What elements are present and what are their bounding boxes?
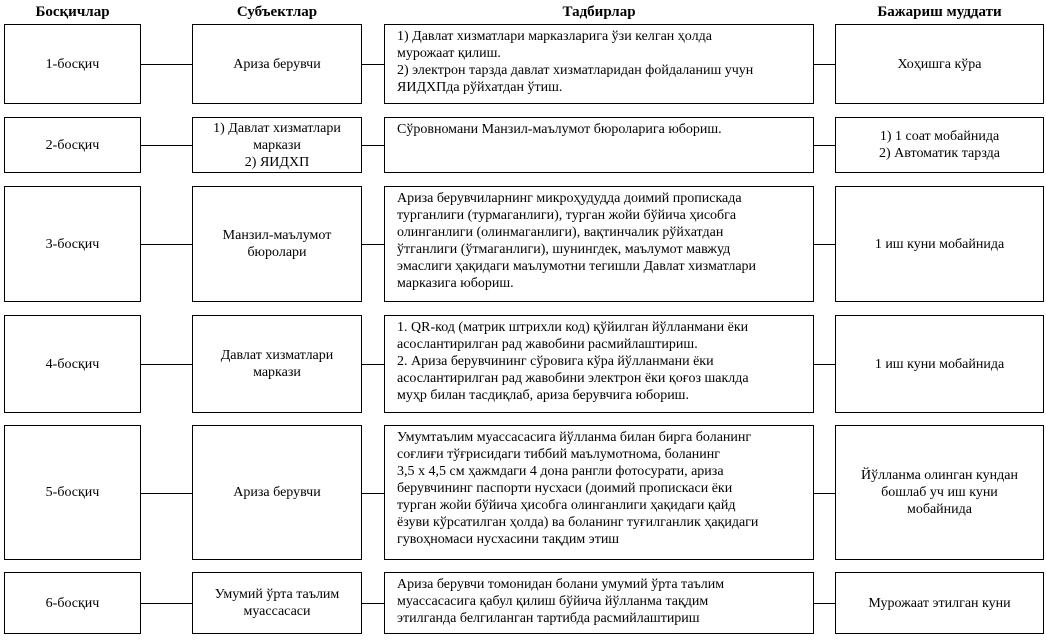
row-4-deadline-box <box>835 315 1044 413</box>
actions-text-line: соғлиғи тўғрисидаги тиббий маълумотнома, боланинг <box>397 447 721 462</box>
row-2-stage-box <box>4 117 141 173</box>
row-3-stage-box <box>4 186 141 302</box>
row-2-subject-box <box>192 117 362 173</box>
stage-text-line: 5-босқич <box>45 485 100 500</box>
row-4-actions-box <box>384 315 814 413</box>
deadline-text-line: Хоҳишга кўра <box>897 56 982 72</box>
actions-text-line: Сўровномани Манзил-маълумот бюроларига юбориш. <box>397 122 722 137</box>
row-1-connector-line <box>814 64 835 65</box>
row-4-stage-box <box>4 315 141 413</box>
row-6-connector-line <box>141 603 192 604</box>
actions-text-line: муҳр билан тасдиқлаб, ариза берувчига юбориш. <box>397 388 689 403</box>
row-6-deadline-box <box>835 572 1044 634</box>
header-actions: Тадбирлар <box>562 4 636 20</box>
subject-text-line: муассасаси <box>243 604 311 619</box>
stage-text-line: 4-босқич <box>45 356 100 372</box>
actions-text-line: турганлиги (турмаганлиги), турган жойи бўйича ҳисобга <box>397 208 737 223</box>
row-3-connector-line <box>362 244 384 245</box>
subject-text-line: маркази <box>253 365 301 380</box>
subject-text-line: Ариза берувчи <box>233 485 321 500</box>
actions-text-line: ўтганлиги (ўтмаганлиги), шунингдек, маълумот мавжуд <box>397 242 731 257</box>
subject-text-line: бюролари <box>247 245 307 260</box>
actions-text-line: этилганда белгиланган тартибда расмийлаштириш <box>397 611 700 626</box>
actions-text-line: эмаслиги ҳақидаги маълумотни тегишли Давлат хизматлари <box>397 259 757 274</box>
row-2-connector-line <box>141 145 192 146</box>
subject-text-line: Умумий ўрта таълим <box>214 587 340 602</box>
actions-text-line: ЯИДХПда рўйхатдан ўтиш. <box>397 80 563 95</box>
actions-text-line: берувчининг паспорти нусхаси (доимий пропискаси ёки <box>397 481 733 496</box>
row-1-deadline-box <box>835 24 1044 104</box>
row-2-connector-line <box>814 145 835 146</box>
row-4-subject-box <box>192 315 362 413</box>
row-1-stage-box <box>4 24 141 104</box>
row-2-actions-box <box>384 117 814 173</box>
row-6-connector-line <box>814 603 835 604</box>
row-1-connector-line <box>362 64 384 65</box>
row-3-actions-box <box>384 186 814 302</box>
row-2-connector-line <box>362 145 384 146</box>
row-5-actions-box <box>384 425 814 560</box>
row-6-subject-box <box>192 572 362 634</box>
row-1-connector-line <box>141 64 192 65</box>
subject-text-line: 2) ЯИДХП <box>244 154 310 170</box>
actions-text-line: турган жойи бўйича ҳисобга олинганлиги ҳақидаги қайд <box>397 498 736 513</box>
subject-text-line: маркази <box>253 137 301 153</box>
row-5-stage-box <box>4 425 141 560</box>
stage-text-line: 1-босқич <box>45 56 100 72</box>
actions-text-line: Ариза берувчи томонидан болани умумий ўрта таълим <box>397 577 725 592</box>
actions-text-line: 2) электрон тарзда давлат хизматларидан фойдаланиш учун <box>397 63 754 78</box>
row-5-deadline-box <box>835 425 1044 560</box>
actions-text-line: Умумтаълим муассасасига йўлланма билан бирга боланинг <box>397 430 752 445</box>
row-5-subject-box <box>192 425 362 560</box>
actions-text-line: Ариза берувчиларнинг микроҳудудда доимий пропискада <box>397 191 742 206</box>
actions-text-line: муассасасига қабул қилиш бўйича йўлланма тақдим <box>397 594 709 609</box>
header-subjects: Субъектлар <box>236 4 318 20</box>
actions-text-line: гувоҳномаси нусхасини тақдим этиш <box>397 532 620 547</box>
actions-text-line: 1) Давлат хизматлари марказларига ўзи келган ҳолда <box>397 29 712 44</box>
actions-text-line: асослантирилган рад жавобини электрон ёки қоғоз шаклда <box>397 371 749 386</box>
actions-text-line: 3,5 x 4,5 см ҳажмдаги 4 дона рангли фотосурати, ариза <box>397 464 724 479</box>
actions-text-line: марказига юбориш. <box>397 276 514 291</box>
header-deadline: Бажариш муддати <box>877 4 1002 20</box>
row-5-connector-line <box>814 493 835 494</box>
stage-text-line: 2-босқич <box>45 137 100 153</box>
deadline-text-line: 1 иш куни мобайнида <box>874 356 1005 372</box>
row-1-subject-box <box>192 24 362 104</box>
row-4-connector-line <box>141 364 192 365</box>
deadline-text-line: 1 иш куни мобайнида <box>874 236 1005 252</box>
row-1-actions-box <box>384 24 814 104</box>
header-stages: Босқичлар <box>35 4 110 20</box>
deadline-text-line: 1) 1 соат мобайнида <box>879 129 1000 144</box>
deadline-text-line: бошлаб уч иш куни <box>881 485 998 500</box>
deadline-text-line: мобайнида <box>906 502 972 517</box>
stage-text-line: 3-босқич <box>45 236 100 252</box>
row-3-subject-box <box>192 186 362 302</box>
row-6-connector-line <box>362 603 384 604</box>
row-2-deadline-box <box>835 117 1044 173</box>
deadline-text-line: 2) Автоматик тарзда <box>878 146 1001 161</box>
row-4-connector-line <box>814 364 835 365</box>
deadline-text-line: Мурожаат этилган куни <box>868 595 1011 611</box>
actions-text-line: 2. Ариза берувчининг сўровига кўра йўлланмани ёки <box>397 354 714 369</box>
subject-text-line: Манзил-маълумот <box>222 228 332 243</box>
subject-text-line: Давлат хизматлари <box>220 348 334 363</box>
row-6-stage-box <box>4 572 141 634</box>
actions-text-line: мурожаат қилиш. <box>397 46 501 61</box>
actions-text-line: 1. QR-код (матрик штрихли код) қўйилган йўлланмани ёки <box>397 320 749 335</box>
subject-text-line: 1) Давлат хизматлари <box>213 120 341 136</box>
actions-text-line: асослантирилган рад жавобини расмийлаштириш. <box>397 337 698 352</box>
row-4-connector-line <box>362 364 384 365</box>
stage-text-line: 6-босқич <box>45 595 100 611</box>
row-5-connector-line <box>362 493 384 494</box>
actions-text-line: ёзуви кўрсатилган ҳолда) ва боланинг туғилганлик ҳақидаги <box>397 515 759 530</box>
row-6-actions-box <box>384 572 814 634</box>
row-3-deadline-box <box>835 186 1044 302</box>
actions-text-line: олинганлиги (олинмаганлиги), вақтинчалик рўйхатдан <box>397 225 724 240</box>
deadline-text-line: Йўлланма олинган кундан <box>861 468 1018 483</box>
row-3-connector-line <box>814 244 835 245</box>
row-5-connector-line <box>141 493 192 494</box>
subject-text-line: Ариза берувчи <box>233 56 321 72</box>
row-3-connector-line <box>141 244 192 245</box>
